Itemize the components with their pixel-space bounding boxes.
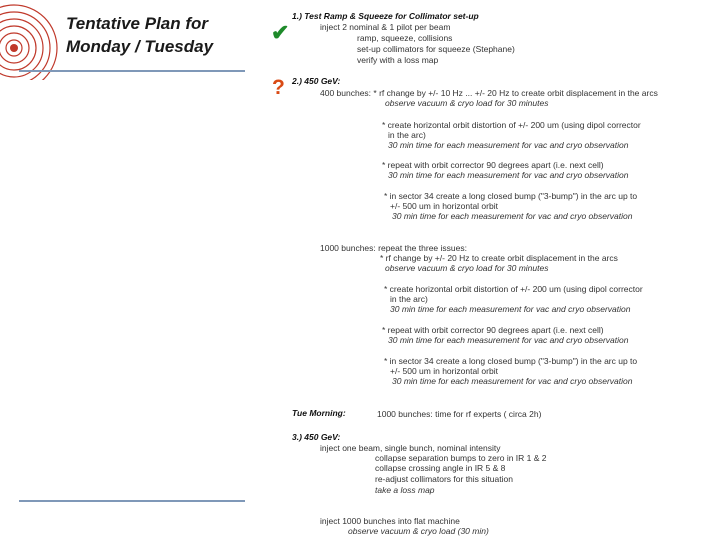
divider-top bbox=[19, 70, 245, 72]
s2-1000-intro: 1000 bunches: repeat the three issues: bbox=[320, 243, 467, 253]
title-line-2: Monday / Tuesday bbox=[66, 37, 214, 56]
s3-line: collapse separation bumps to zero in IR 1 & 2 bbox=[375, 453, 547, 463]
s1-line: set-up collimators for squeeze (Stephane) bbox=[357, 44, 515, 54]
page-title bbox=[66, 12, 213, 58]
s2-1000-item: 30 min time for each measurement for vac and cryo observation bbox=[392, 376, 633, 386]
s2-1000-item: +/- 500 um in horizontal orbit bbox=[390, 366, 498, 376]
s1-line: verify with a loss map bbox=[357, 55, 439, 65]
s2-400-item: * create horizontal orbit distortion of +/- 200 um (using dipol corrector bbox=[382, 120, 641, 130]
logo bbox=[0, 0, 60, 80]
s2-1000-item: in the arc) bbox=[390, 294, 428, 304]
section-3-heading: 3.) 450 GeV: bbox=[292, 432, 341, 442]
s3-line: inject one beam, single bunch, nominal intensity bbox=[320, 443, 501, 453]
s2-400-item: * repeat with orbit corrector 90 degrees apart (i.e. next cell) bbox=[382, 160, 604, 170]
s2-400-observe: observe vacuum & cryo load for 30 minutes bbox=[385, 98, 549, 108]
question-icon: ? bbox=[272, 76, 285, 99]
s3-line: observe vacuum & cryo load (30 min) bbox=[348, 526, 489, 536]
s2-1000-item: * repeat with orbit corrector 90 degrees apart (i.e. next cell) bbox=[382, 325, 604, 335]
s1-line: inject 2 nominal & 1 pilot per beam bbox=[320, 22, 451, 32]
s3-line: collapse crossing angle in IR 5 & 8 bbox=[375, 463, 506, 473]
s2-1000-observe: observe vacuum & cryo load for 30 minutes bbox=[385, 263, 549, 273]
s3-line: inject 1000 bunches into flat machine bbox=[320, 516, 460, 526]
tue-morning-label: Tue Morning: bbox=[292, 408, 346, 418]
title-line-1: Tentative Plan for bbox=[66, 14, 209, 33]
s2-400-item: 30 min time for each measurement for vac and cryo observation bbox=[388, 170, 629, 180]
divider-bottom bbox=[19, 500, 245, 502]
s2-1000-item: * create horizontal orbit distortion of +/- 200 um (using dipol corrector bbox=[384, 284, 643, 294]
s2-400-item: +/- 500 um in horizontal orbit bbox=[390, 201, 498, 211]
s2-400-intro: 400 bunches: * rf change by +/- 10 Hz ... +/- 20 Hz to create orbit displacement in the arcs bbox=[320, 88, 658, 98]
tue-morning-text: 1000 bunches: time for rf experts ( circa 2h) bbox=[377, 409, 542, 419]
s2-400-item: 30 min time for each measurement for vac and cryo observation bbox=[388, 140, 629, 150]
s2-400-item: * in sector 34 create a long closed bump ("3-bump") in the arc up to bbox=[384, 191, 638, 201]
section-2-heading: 2.) 450 GeV: bbox=[292, 76, 341, 86]
s3-line: re-adjust collimators for this situation bbox=[375, 474, 513, 484]
s1-line: ramp, squeeze, collisions bbox=[357, 33, 453, 43]
s2-400-item: 30 min time for each measurement for vac and cryo observation bbox=[392, 211, 633, 221]
section-1-heading: 1.) Test Ramp & Squeeze for Collimator set-up bbox=[292, 11, 479, 21]
s2-400-item: in the arc) bbox=[388, 130, 426, 140]
s2-1000-item: * in sector 34 create a long closed bump ("3-bump") in the arc up to bbox=[384, 356, 638, 366]
s2-1000-item: 30 min time for each measurement for vac and cryo observation bbox=[390, 304, 631, 314]
check-icon: ✔ bbox=[271, 20, 290, 45]
s2-1000-item: * rf change by +/- 20 Hz to create orbit displacement in the arcs bbox=[380, 253, 618, 263]
s3-line: take a loss map bbox=[375, 485, 435, 495]
s2-1000-item: 30 min time for each measurement for vac and cryo observation bbox=[388, 335, 629, 345]
